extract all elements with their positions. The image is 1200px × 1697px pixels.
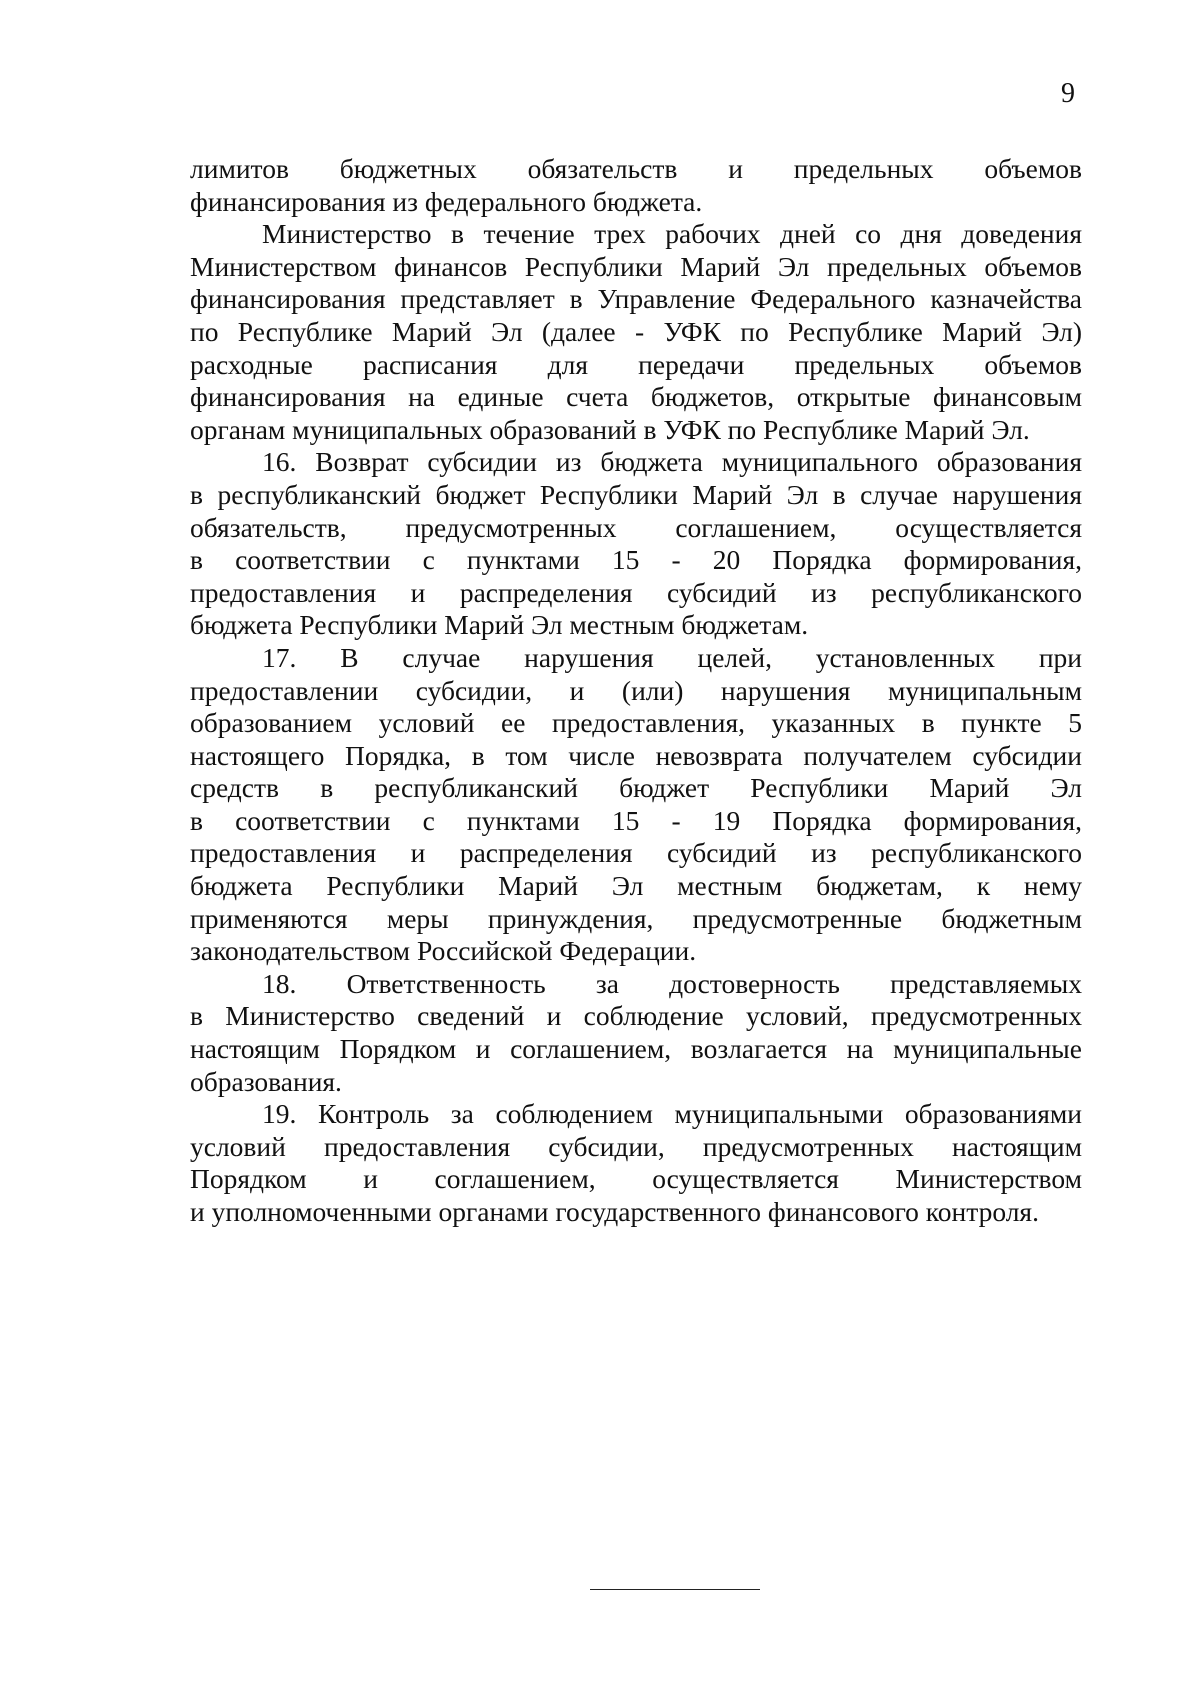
text-line: предоставлении субсидии, и (или) нарушения муниципальным: [190, 674, 1082, 706]
text-line: и уполномоченными органами государственного финансового контроля.: [190, 1196, 1039, 1227]
text-line: в Министерство сведений и соблюдение условий, предусмотренных: [190, 1000, 1082, 1032]
text-line: органам муниципальных образований в УФК по Республике Марий Эл.: [190, 413, 1030, 445]
text-line: применяются меры принуждения, предусмотренные бюджетным: [190, 902, 1082, 934]
text-line: образования.: [190, 1065, 342, 1097]
text-line: финансирования на единые счета бюджетов, открытые финансовым: [190, 381, 1082, 413]
text-line: Порядком и соглашением, осуществляется Министерством: [190, 1163, 1082, 1195]
text-line: 18. Ответственность за достоверность представляемых: [262, 967, 1082, 999]
text-line: 19. Контроль за соблюдением муниципальными образованиями: [262, 1098, 1082, 1130]
text-line: лимитов бюджетных обязательств и предельных объемов: [190, 153, 1082, 184]
document-body: [190, 153, 1082, 1229]
end-separator-line: [590, 1589, 760, 1590]
text-line: обязательств, предусмотренных соглашением, осуществляется: [190, 511, 1082, 543]
text-line: в соответствии с пунктами 15 - 19 Порядка формирования,: [190, 804, 1082, 836]
text-line: бюджета Республики Марий Эл местным бюджетам.: [190, 609, 809, 641]
text-line: средств в республиканский бюджет Республики Марий Эл: [190, 772, 1082, 804]
text-line: образованием условий ее предоставления, указанных в пункте 5: [190, 707, 1082, 739]
text-line: условий предоставления субсидии, предусмотренных настоящим: [190, 1130, 1082, 1162]
text-line: финансирования представляет в Управление Федерального казначейства: [190, 283, 1082, 315]
text-line: в республиканский бюджет Республики Марий Эл в случае нарушения: [190, 478, 1082, 510]
text-line: предоставления и распределения субсидий из республиканского: [190, 837, 1082, 869]
text-line: Министерство в течение трех рабочих дней со дня доведения: [262, 218, 1082, 250]
text-line: предоставления и распределения субсидий из республиканского: [190, 576, 1082, 608]
text-line: настоящим Порядком и соглашением, возлагается на муниципальные: [190, 1033, 1082, 1065]
text-line: по Республике Марий Эл (далее - УФК по Республике Марий Эл): [190, 315, 1082, 347]
text-line: финансирования из федерального бюджета.: [190, 185, 703, 217]
text-line: бюджета Республики Марий Эл местным бюджетам, к нему: [190, 870, 1082, 902]
text-line: законодательством Российской Федерации.: [190, 935, 697, 967]
text-line: 17. В случае нарушения целей, установленных при: [262, 641, 1082, 673]
text-line: настоящего Порядка, в том числе невозврата получателем субсидии: [190, 739, 1082, 771]
page-number: 9: [1061, 78, 1075, 109]
text-line: Министерством финансов Республики Марий Эл предельных объемов: [190, 250, 1082, 282]
text-line: расходные расписания для передачи предельных объемов: [190, 348, 1082, 380]
text-line: 16. Возврат субсидии из бюджета муниципального образования: [262, 446, 1082, 478]
text-line: в соответствии с пунктами 15 - 20 Порядка формирования,: [190, 544, 1082, 576]
